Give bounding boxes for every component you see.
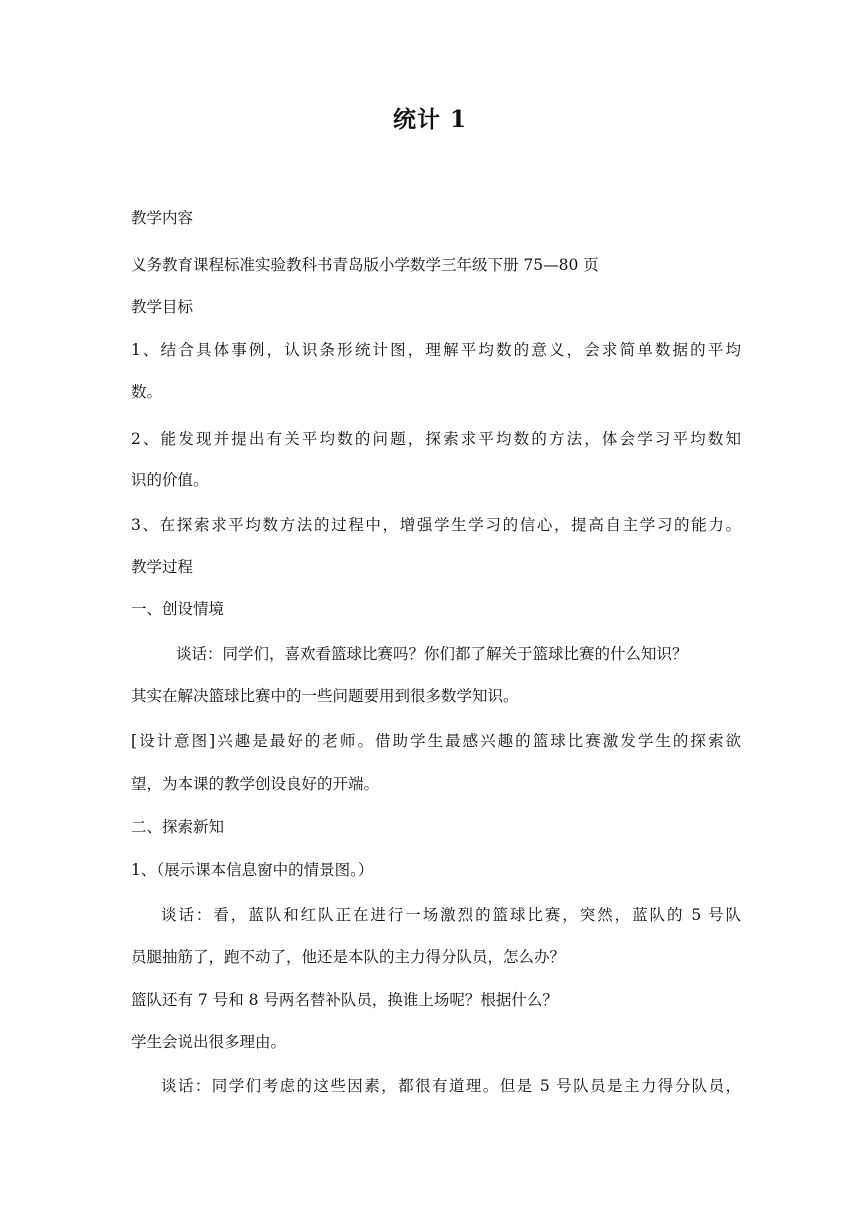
paragraph-line: 谈话：同学们，喜欢看篮球比赛吗？你们都了解关于篮球比赛的什么知识？ [176, 645, 688, 663]
paragraph-line: [设计意图]兴趣是最好的老师。借助学生最感兴趣的篮球比赛激发学生的探索欲 [131, 732, 741, 750]
paragraph-line: 1、结合具体事例，认识条形统计图，理解平均数的意义，会求简单数据的平均 [131, 341, 741, 359]
paragraph-line: 篮队还有 7 号和 8 号两名替补队员，换谁上场呢？根据什么？ [131, 991, 558, 1009]
paragraph-line: 1、（展示课本信息窗中的情景图。） [131, 861, 374, 879]
paragraph-line: 3、在探索求平均数方法的过程中，增强学生学习的信心，提高自主学习的能力。 [131, 516, 741, 534]
paragraph-line: 学生会说出很多理由。 [131, 1033, 287, 1051]
paragraph-line: 谈话：同学们考虑的这些因素，都很有道理。但是 5 号队员是主力得分队员， [161, 1077, 741, 1095]
paragraph-line: 义务教育课程标准实验教科书青岛版小学数学三年级下册 75—80 页 [131, 256, 599, 274]
heading-teaching-content: 教学内容 [131, 209, 194, 227]
document-title: 统计 1 [392, 106, 467, 133]
heading-teaching-process: 教学过程 [131, 558, 194, 576]
paragraph-line: 员腿抽筋了，跑不动了，他还是本队的主力得分队员，怎么办？ [131, 948, 566, 966]
paragraph-line: 数。 [131, 383, 163, 401]
section-heading: 一、创设情境 [131, 600, 225, 618]
heading-teaching-goals: 教学目标 [131, 298, 194, 316]
paragraph-line: 识的价值。 [131, 471, 209, 489]
paragraph-line: 其实在解决篮球比赛中的一些问题要用到很多数学知识。 [131, 687, 519, 705]
section-heading: 二、探索新知 [131, 818, 225, 836]
paragraph-line: 谈话：看，蓝队和红队正在进行一场激烈的篮球比赛，突然，蓝队的 5 号队 [161, 906, 741, 924]
paragraph-line: 2、能发现并提出有关平均数的问题，探索求平均数的方法，体会学习平均数知 [131, 430, 741, 448]
paragraph-line: 望，为本课的教学创设良好的开端。 [131, 775, 380, 793]
